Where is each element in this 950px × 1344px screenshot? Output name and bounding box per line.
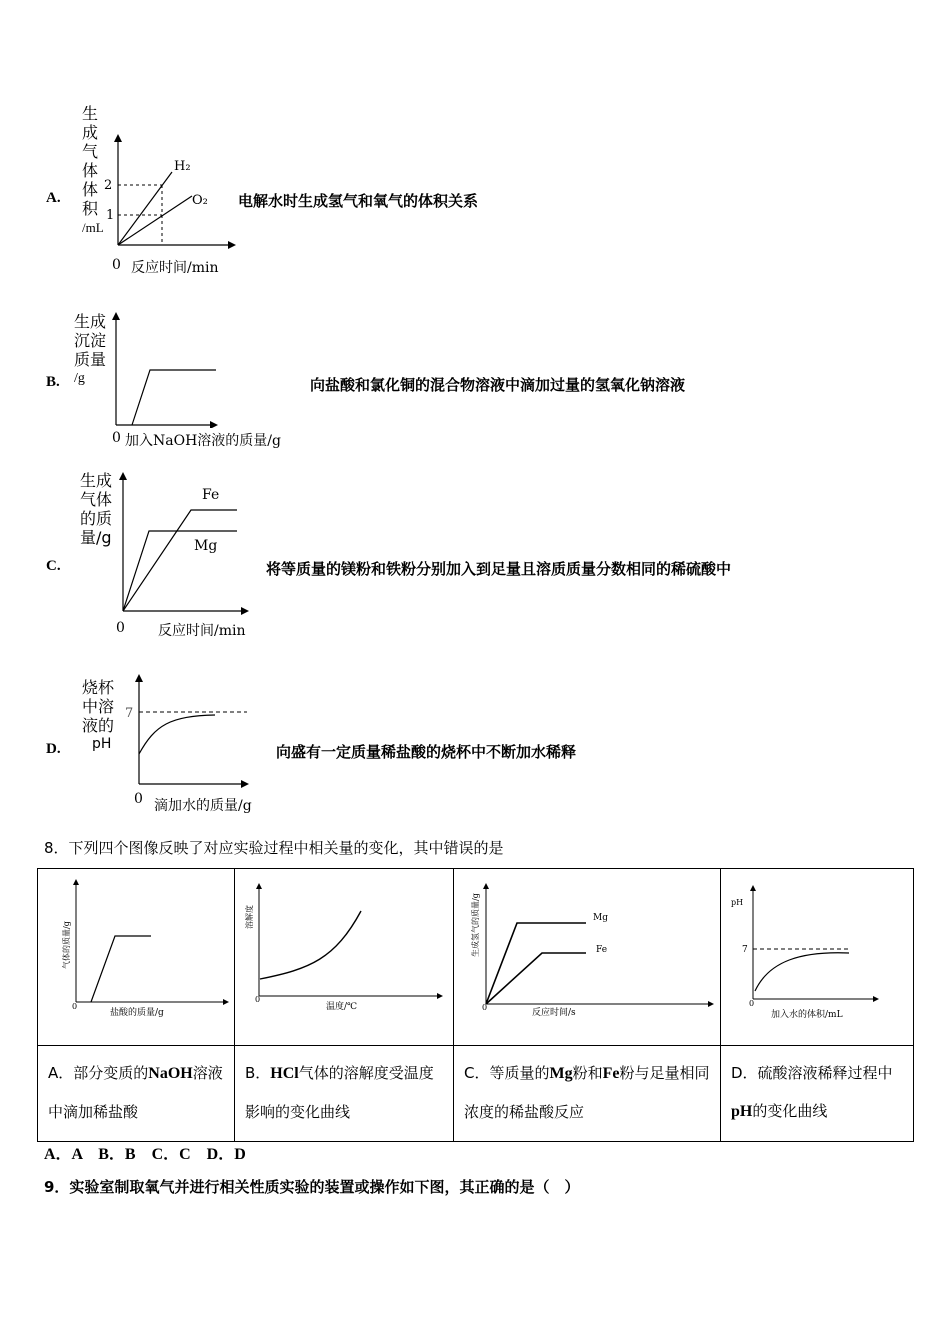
q8-cell-d-graph bbox=[721, 869, 914, 1046]
q8-cell-a-graph bbox=[38, 869, 235, 1046]
ph-curve bbox=[755, 953, 849, 991]
solubility-curve bbox=[260, 911, 361, 979]
y-axis-arrow bbox=[135, 674, 143, 682]
q8-answer-choices: A．A B．B C．C D．D bbox=[44, 1146, 246, 1163]
option-c-graph bbox=[115, 470, 260, 615]
y-axis-arrow bbox=[256, 883, 262, 889]
origin: 0 bbox=[749, 999, 755, 1008]
option-a-ylabel: 生 成 气 体 体 积 /mL bbox=[82, 104, 104, 235]
option-d-desc: 向盛有一定质量稀盐酸的烧杯中不断加水稀释 bbox=[276, 743, 577, 761]
x-axis-arrow bbox=[223, 999, 229, 1005]
option-b-label: B. bbox=[46, 374, 60, 390]
ylabel: 气体的质量/g bbox=[62, 921, 71, 969]
option-a-desc: 电解水时生成氢气和氧气的体积关系 bbox=[238, 192, 479, 210]
x-axis-arrow bbox=[873, 996, 879, 1002]
y-axis-arrow bbox=[750, 885, 756, 891]
q8-table bbox=[37, 868, 914, 1142]
tick-1: 1 bbox=[106, 208, 115, 223]
series-h2-label: H₂ bbox=[174, 159, 191, 174]
ph-curve bbox=[139, 715, 215, 754]
option-d-graph bbox=[125, 670, 255, 790]
mg-curve bbox=[123, 531, 237, 611]
x-axis-arrow bbox=[708, 1001, 714, 1007]
option-b-graph bbox=[110, 308, 220, 428]
tick-2: 2 bbox=[104, 178, 113, 193]
series-fe-label: Fe bbox=[596, 945, 608, 955]
option-d-origin: 0 bbox=[134, 791, 143, 807]
q8-cell-c-graph bbox=[454, 869, 721, 1046]
option-c-xlabel: 反应时间/min bbox=[158, 623, 246, 639]
tick-7: 7 bbox=[742, 945, 748, 955]
q8-cell-a-caption: A．部分变质的NaOH溶液中滴加稀盐酸 bbox=[38, 1046, 235, 1142]
option-d-ylabel: 烧杯 中溶 液的 pH bbox=[82, 678, 115, 752]
q8-stem: 8．下列四个图像反映了对应实验过程中相关量的变化，其中错误的是 bbox=[44, 839, 504, 857]
option-b-ylabel: 生成 沉淀 质量 /g bbox=[74, 312, 107, 386]
origin: 0 bbox=[255, 995, 261, 1004]
q8-a-graph bbox=[38, 869, 234, 1041]
option-a-xlabel: 反应时间/min bbox=[131, 260, 219, 276]
o2-line bbox=[118, 196, 192, 245]
q8-caption-row bbox=[38, 1046, 914, 1142]
x-axis-arrow bbox=[241, 780, 249, 788]
q8-c-graph bbox=[454, 869, 720, 1041]
y-axis-arrow bbox=[114, 134, 122, 142]
option-a-label: A. bbox=[46, 190, 61, 206]
option-c-desc: 将等质量的镁粉和铁粉分别加入到足量且溶质质量分数相同的稀硫酸中 bbox=[266, 560, 732, 578]
x-axis-arrow bbox=[437, 993, 443, 999]
y-axis-arrow bbox=[483, 883, 489, 889]
series-mg-label: Mg bbox=[593, 913, 608, 923]
gas-curve bbox=[91, 936, 151, 1002]
x-axis-arrow bbox=[228, 241, 236, 249]
precipitate-curve bbox=[132, 370, 216, 425]
xlabel: 温度/℃ bbox=[326, 1002, 358, 1012]
q8-cell-b-caption: B．HCl气体的溶解度受温度影响的变化曲线 bbox=[235, 1046, 454, 1142]
option-b-desc: 向盐酸和氯化铜的混合物溶液中滴加过量的氢氧化钠溶液 bbox=[310, 376, 686, 394]
option-a-graph bbox=[100, 130, 240, 260]
origin: 0 bbox=[482, 1003, 488, 1012]
y-axis-arrow bbox=[119, 472, 127, 480]
q8-cell-c-caption: C．等质量的Mg粉和Fe粉与足量相同浓度的稀盐酸反应 bbox=[454, 1046, 721, 1142]
option-a-origin: 0 bbox=[112, 257, 121, 273]
q8-cell-d-caption: D．硫酸溶液稀释过程中pH的变化曲线 bbox=[721, 1046, 914, 1142]
xlabel: 盐酸的质量/g bbox=[110, 1008, 164, 1018]
q8-cell-b-graph bbox=[235, 869, 454, 1046]
fe-curve bbox=[486, 953, 586, 1004]
option-b-origin: 0 bbox=[112, 430, 121, 446]
x-axis-arrow bbox=[210, 421, 218, 428]
q8-graph-row bbox=[38, 869, 914, 1046]
option-b-xlabel: 加入NaOH溶液的质量/g bbox=[125, 433, 281, 449]
q8-b-graph bbox=[235, 869, 453, 1041]
option-d-xlabel: 滴加水的质量/g bbox=[154, 798, 252, 814]
xlabel: 反应时间/s bbox=[532, 1008, 576, 1018]
origin: 0 bbox=[72, 1002, 78, 1011]
y-axis-arrow bbox=[73, 879, 79, 885]
q9-stem: 9．实验室制取氧气并进行相关性质实验的装置或操作如下图，其正确的是（ ） bbox=[44, 1178, 580, 1196]
xlabel: 加入水的体积/mL bbox=[771, 1010, 843, 1020]
tick-7: 7 bbox=[125, 706, 134, 721]
option-d-label: D. bbox=[46, 741, 61, 757]
series-fe-label: Fe bbox=[202, 487, 220, 503]
option-c-origin: 0 bbox=[116, 620, 125, 636]
ylabel: 生成氢气的质量/g bbox=[471, 893, 480, 957]
fe-curve bbox=[123, 510, 237, 611]
series-mg-label: Mg bbox=[194, 538, 218, 554]
h2-line bbox=[118, 172, 172, 245]
option-c-ylabel: 生成 气体 的质 量/g bbox=[80, 471, 113, 547]
x-axis-arrow bbox=[241, 607, 249, 615]
ylabel: 溶解度 bbox=[245, 905, 254, 929]
y-axis-arrow bbox=[112, 312, 120, 320]
ylabel: pH bbox=[731, 898, 744, 907]
option-c-label: C. bbox=[46, 558, 61, 574]
q8-d-graph bbox=[721, 869, 913, 1041]
mg-curve bbox=[486, 923, 586, 1004]
series-o2-label: O₂ bbox=[192, 193, 208, 208]
